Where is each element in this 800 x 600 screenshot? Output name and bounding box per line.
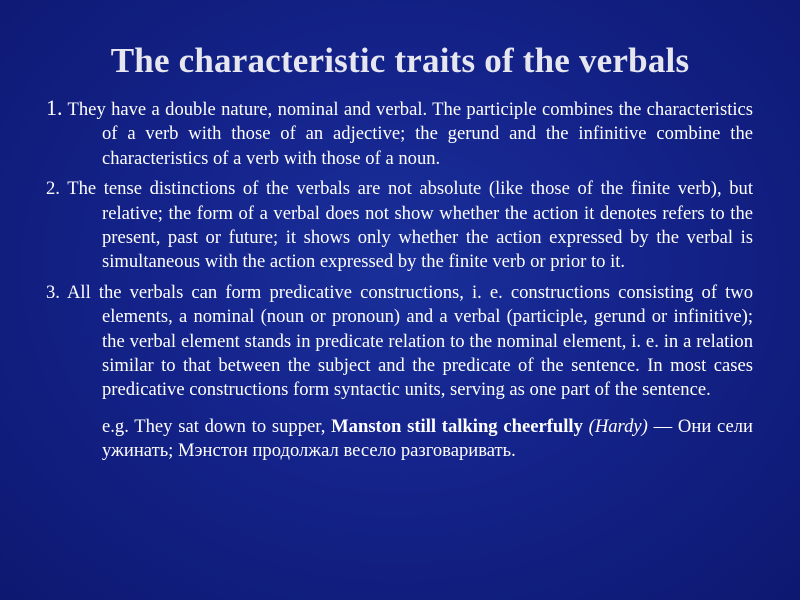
slide-title: The characteristic traits of the verbals [110, 41, 690, 80]
example-prefix: e.g. They sat down to supper, [102, 415, 332, 437]
point-2-text: The tense distinctions of the verbals are not absolute (like those of the finite verb), but relative; the form of a verbal does not show whether the action it denotes refers to the present, past or future; it shows only whether the action expressed by the verbal is simultaneous with the action expressed by the finite verb or prior to it. [67, 178, 753, 273]
point-3 [46, 281, 753, 403]
point-3-text: All the verbals can form predicative constructions, i. e. constructions consisting of two elements, a nominal (noun or pronoun) and a verbal (participle, gerund or infinitive); the verbal element stands in predicate relation to the nominal element, i. e. in a relation similar to that between the subject and the predicate of the sentence. In most cases predicative constructions form syntactic units, serving as one part of the sentence. [67, 281, 753, 401]
slide-body [46, 96, 753, 464]
example-highlight: Manston still talking cheerfully [331, 415, 583, 437]
point-1-text: They have a double nature, nominal and verbal. The participle combines the characteristics of a verb with those of an adjective; the gerund and the infinitive combine the characteristics of a verb with those of a noun. [67, 99, 754, 169]
point-1 [46, 96, 753, 171]
point-3-number: 3. [46, 281, 60, 303]
point-1-number: 1. [46, 95, 63, 120]
point-2 [46, 177, 753, 275]
example-source: (Hardy) [588, 415, 648, 437]
example [46, 415, 753, 464]
point-2-number: 2. [46, 178, 60, 200]
example-translation: — Они сели ужинать; Мэнстон продолжал весело разговаривать. [102, 415, 753, 462]
